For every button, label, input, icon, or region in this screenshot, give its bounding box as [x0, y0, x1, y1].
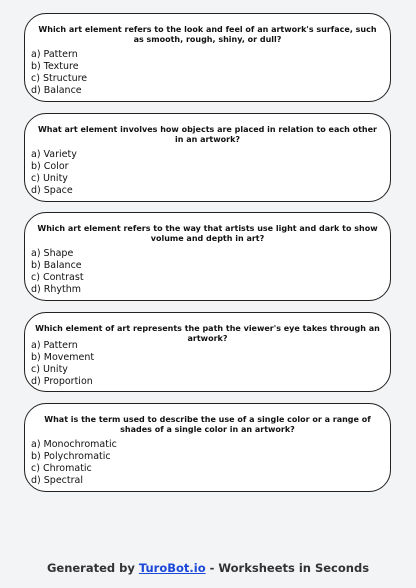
footer-suffix: - Worksheets in Seconds [205, 561, 370, 575]
question-card-1 [24, 13, 391, 102]
question-card-4 [24, 312, 391, 392]
option-d: d) Proportion [31, 376, 93, 387]
option-a: a) Shape [31, 248, 74, 259]
question-text: Which art element refers to the look and feel of an artwork's surface, such as smooth, rough, shiny, or dull? [38, 25, 377, 44]
option-b: b) Movement [31, 352, 95, 363]
option-d: d) Balance [31, 85, 82, 96]
option-a: a) Pattern [31, 49, 78, 60]
option-a: a) Monochromatic [31, 439, 117, 450]
question-text: What is the term used to describe the use of a single color or a range of shades of a single color in an artwork? [44, 415, 371, 434]
question-text: Which art element refers to the way that artists use light and dark to show volume and depth in art? [37, 224, 378, 243]
option-d: d) Spectral [31, 475, 83, 486]
options-list [31, 248, 84, 296]
question-card-5 [24, 403, 391, 492]
question-card-3 [24, 212, 391, 301]
option-c: c) Structure [31, 73, 88, 84]
question-text: What art element involves how objects are placed in relation to each other in an artwork? [37, 125, 377, 144]
option-c: c) Chromatic [31, 463, 92, 474]
option-a: a) Pattern [31, 340, 78, 351]
option-c: c) Unity [31, 364, 68, 375]
footer-prefix: Generated by [46, 561, 139, 575]
options-list [31, 439, 117, 487]
option-c: c) Contrast [31, 272, 84, 283]
options-list [31, 49, 87, 97]
options-list [31, 149, 77, 197]
option-c: c) Unity [31, 173, 68, 184]
options-list [31, 340, 94, 388]
footer [0, 561, 416, 575]
option-d: d) Space [31, 185, 73, 196]
option-d: d) Rhythm [31, 284, 82, 295]
option-b: b) Balance [31, 260, 82, 271]
turobot-link[interactable]: TuroBot.io [138, 561, 206, 575]
question-text: Which element of art represents the path the viewer's eye takes through an artwork? [35, 324, 380, 343]
option-b: b) Polychromatic [31, 451, 111, 462]
option-b: b) Color [31, 161, 69, 172]
option-a: a) Variety [31, 149, 77, 160]
question-card-2 [24, 113, 391, 202]
option-b: b) Texture [31, 61, 79, 72]
